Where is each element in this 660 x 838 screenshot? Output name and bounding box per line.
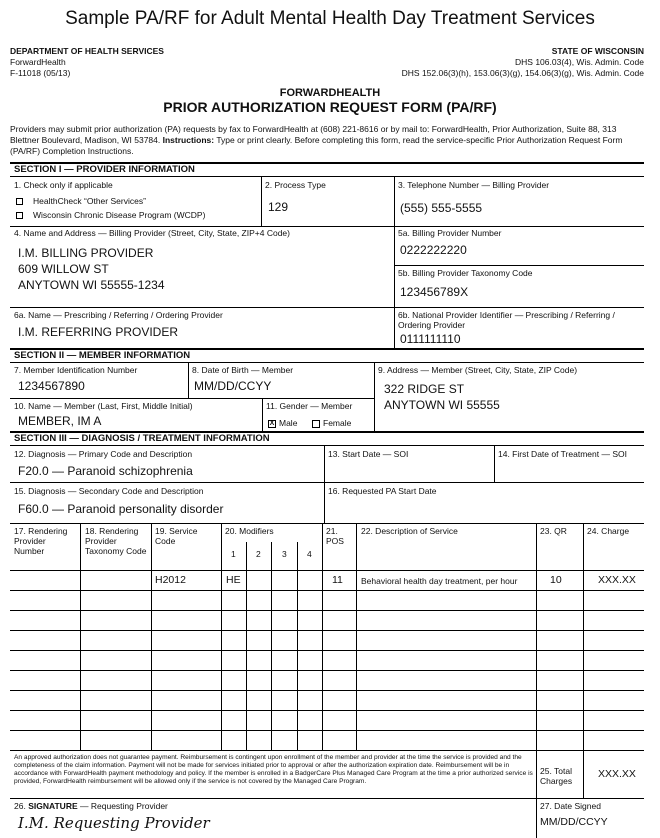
row1-qr[interactable]: 10 [550,574,562,586]
field6b-label-2: Ordering Provider [398,320,466,330]
modifier2-header: 2 [256,549,261,559]
gender-male-checkbox[interactable]: X [269,419,275,427]
secondary-diagnosis-value[interactable]: F60.0 — Paranoid personality disorder [18,502,224,516]
field4-label: 4. Name and Address — Billing Provider (Street, City, State, ZIP+4 Code) [14,228,290,238]
member-id-value[interactable]: 1234567890 [18,379,85,393]
section3-header: SECTION III — DIAGNOSIS / TREATMENT INFORMATION [10,433,644,446]
gender-male-option[interactable]: X Male [269,418,298,428]
form-number: F-11018 (05/13) [10,68,71,78]
form-title: PRIOR AUTHORIZATION REQUEST FORM (PA/RF) [163,99,497,115]
section1-header: SECTION I — PROVIDER INFORMATION [10,164,644,177]
field25-label: 25. Total Charges [540,766,573,786]
field6a-label: 6a. Name — Prescribing / Referring / Ordering Provider [14,310,223,320]
field10-label: 10. Name — Member (Last, First, Middle Initial) [14,401,193,411]
field3-label: 3. Telephone Number — Billing Provider [398,180,550,190]
healthcheck-checkbox[interactable] [16,198,23,205]
row1-service-code[interactable]: H2012 [155,574,186,586]
gender-female-option[interactable]: Female [312,418,351,428]
field2-label: 2. Process Type [265,180,326,190]
row1-description[interactable]: Behavioral health day treatment, per hour [361,576,518,586]
col19-header: 19. Service Code [155,526,198,546]
primary-diagnosis-value[interactable]: F20.0 — Paranoid schizophrenia [18,464,193,478]
field12-label: 12. Diagnosis — Primary Code and Description [14,449,193,459]
healthcheck-option[interactable]: HealthCheck “Other Services” [16,196,146,206]
field27-label: 27. Date Signed [540,801,601,811]
section2-header: SECTION II — MEMBER INFORMATION [10,350,644,363]
referring-provider-name[interactable]: I.M. REFERRING PROVIDER [18,325,179,339]
instructions-text: Type or print clearly. Before completing this form, read the service-specific Prior Authorization Request Form (PA/RF) Completion Instructions. [10,135,623,156]
col24-header: 24. Charge [587,526,630,536]
date-signed-value[interactable]: MM/DD/CCYY [540,816,608,828]
header-left [10,46,164,79]
field14-label: 14. First Date of Treatment — SOI [498,449,627,459]
requesting-provider-signature[interactable]: I.M. Requesting Provider [18,814,210,832]
modifier4-header: 4 [307,549,312,559]
member-city[interactable]: ANYTOWN WI 55555 [384,398,500,412]
department-name: DEPARTMENT OF HEALTH SERVICES [10,46,164,56]
field26-label: 26. SIGNATURE — Requesting Provider [14,801,168,811]
field7-label: 7. Member Identification Number [14,365,138,375]
row1-charge[interactable]: XXX.XX [598,574,636,586]
document-title: Sample PA/RF for Adult Mental Health Day Treatment Services [65,8,595,29]
referring-provider-npi[interactable]: 0111111110 [400,332,461,346]
billing-provider-number[interactable]: 0222222220 [400,243,467,257]
admin-code-line1: DHS 106.03(4), Wis. Admin. Code [515,57,644,67]
wcdp-option[interactable]: Wisconsin Chronic Disease Program (WCDP) [16,210,205,220]
modifier1-header: 1 [231,549,236,559]
col22-header: 22. Description of Service [361,526,458,536]
col21-header: 21. POS [326,526,344,546]
field5b-label: 5b. Billing Provider Taxonomy Code [398,268,533,278]
gender-female-checkbox[interactable] [312,420,320,428]
pa-rf-form [10,162,644,838]
col23-header: 23. QR [540,526,567,536]
state-name: STATE OF WISCONSIN [551,46,644,56]
field13-label: 13. Start Date — SOI [328,449,409,459]
billing-provider-street[interactable]: 609 WILLOW ST [18,262,109,276]
member-dob-value[interactable]: MM/DD/CCYY [194,379,272,393]
member-name-value[interactable]: MEMBER, IM A [18,414,102,428]
instructions-label: Instructions: [162,135,215,145]
field6b-label-1: 6b. National Provider Identifier — Prescribing / Referring / [398,310,615,320]
intro-body: Providers may submit prior authorization (PA) requests by fax to ForwardHealth at (608) 221-8616 or by mail to: ForwardHealth, Prior Authorization, Suite 88, 313 Blettner Boulevard, Madison, WI 53784. [10,124,617,145]
intro-text [10,124,638,157]
wcdp-checkbox[interactable] [16,212,23,219]
field16-label: 16. Requested PA Start Date [328,486,437,496]
field15-label: 15. Diagnosis — Secondary Code and Description [14,486,204,496]
form-org: FORWARDHEALTH [279,87,381,99]
modifier3-header: 3 [282,549,287,559]
program-name: ForwardHealth [10,57,66,67]
field8-label: 8. Date of Birth — Member [192,365,294,375]
billing-provider-city[interactable]: ANYTOWN WI 55555-1234 [18,278,165,292]
process-type-value[interactable]: 129 [268,200,289,214]
col17-header: 17. Rendering Provider Number [14,526,68,556]
billing-phone-value[interactable]: (555) 555-5555 [400,201,483,215]
field5a-label: 5a. Billing Provider Number [398,228,502,238]
row1-modifier1[interactable]: HE [226,574,241,586]
billing-provider-name[interactable]: I.M. BILLING PROVIDER [18,246,154,260]
member-street[interactable]: 322 RIDGE ST [384,382,465,396]
billing-taxonomy-code[interactable]: 123456789X [400,285,469,299]
admin-code-line2: DHS 152.06(3)(h), 153.06(3)(g), 154.06(3)(g), Wis. Admin. Code [401,68,644,78]
field1-label: 1. Check only if applicable [14,180,113,190]
field11-label: 11. Gender — Member [266,401,353,411]
total-charges-value[interactable]: XXX.XX [598,768,636,780]
col18-header: 18. Rendering Provider Taxonomy Code [85,526,147,556]
disclaimer-text: An approved authorization does not guarantee payment. Reimbursement is contingent upon enrollment of the member and provider at the time the service is provided and the completeness of the claim information. Payment will not be made for services initiated prior to approval or after the authorization expiration date. Reimbursement will be in accordance with ForwardHealth payment methodology and policy. If the member is enrolled in a BadgerCare Plus Managed Care Program at the time a prior authorized service is provided, ForwardHealth reimbursement will be allowed only if the service is not covered by the Managed Care Program. [14,754,533,785]
field9-label: 9. Address — Member (Street, City, State, ZIP Code) [378,365,578,375]
header-right [402,46,644,79]
col20-header: 20. Modifiers [225,526,274,536]
row1-pos[interactable]: 11 [332,574,343,586]
